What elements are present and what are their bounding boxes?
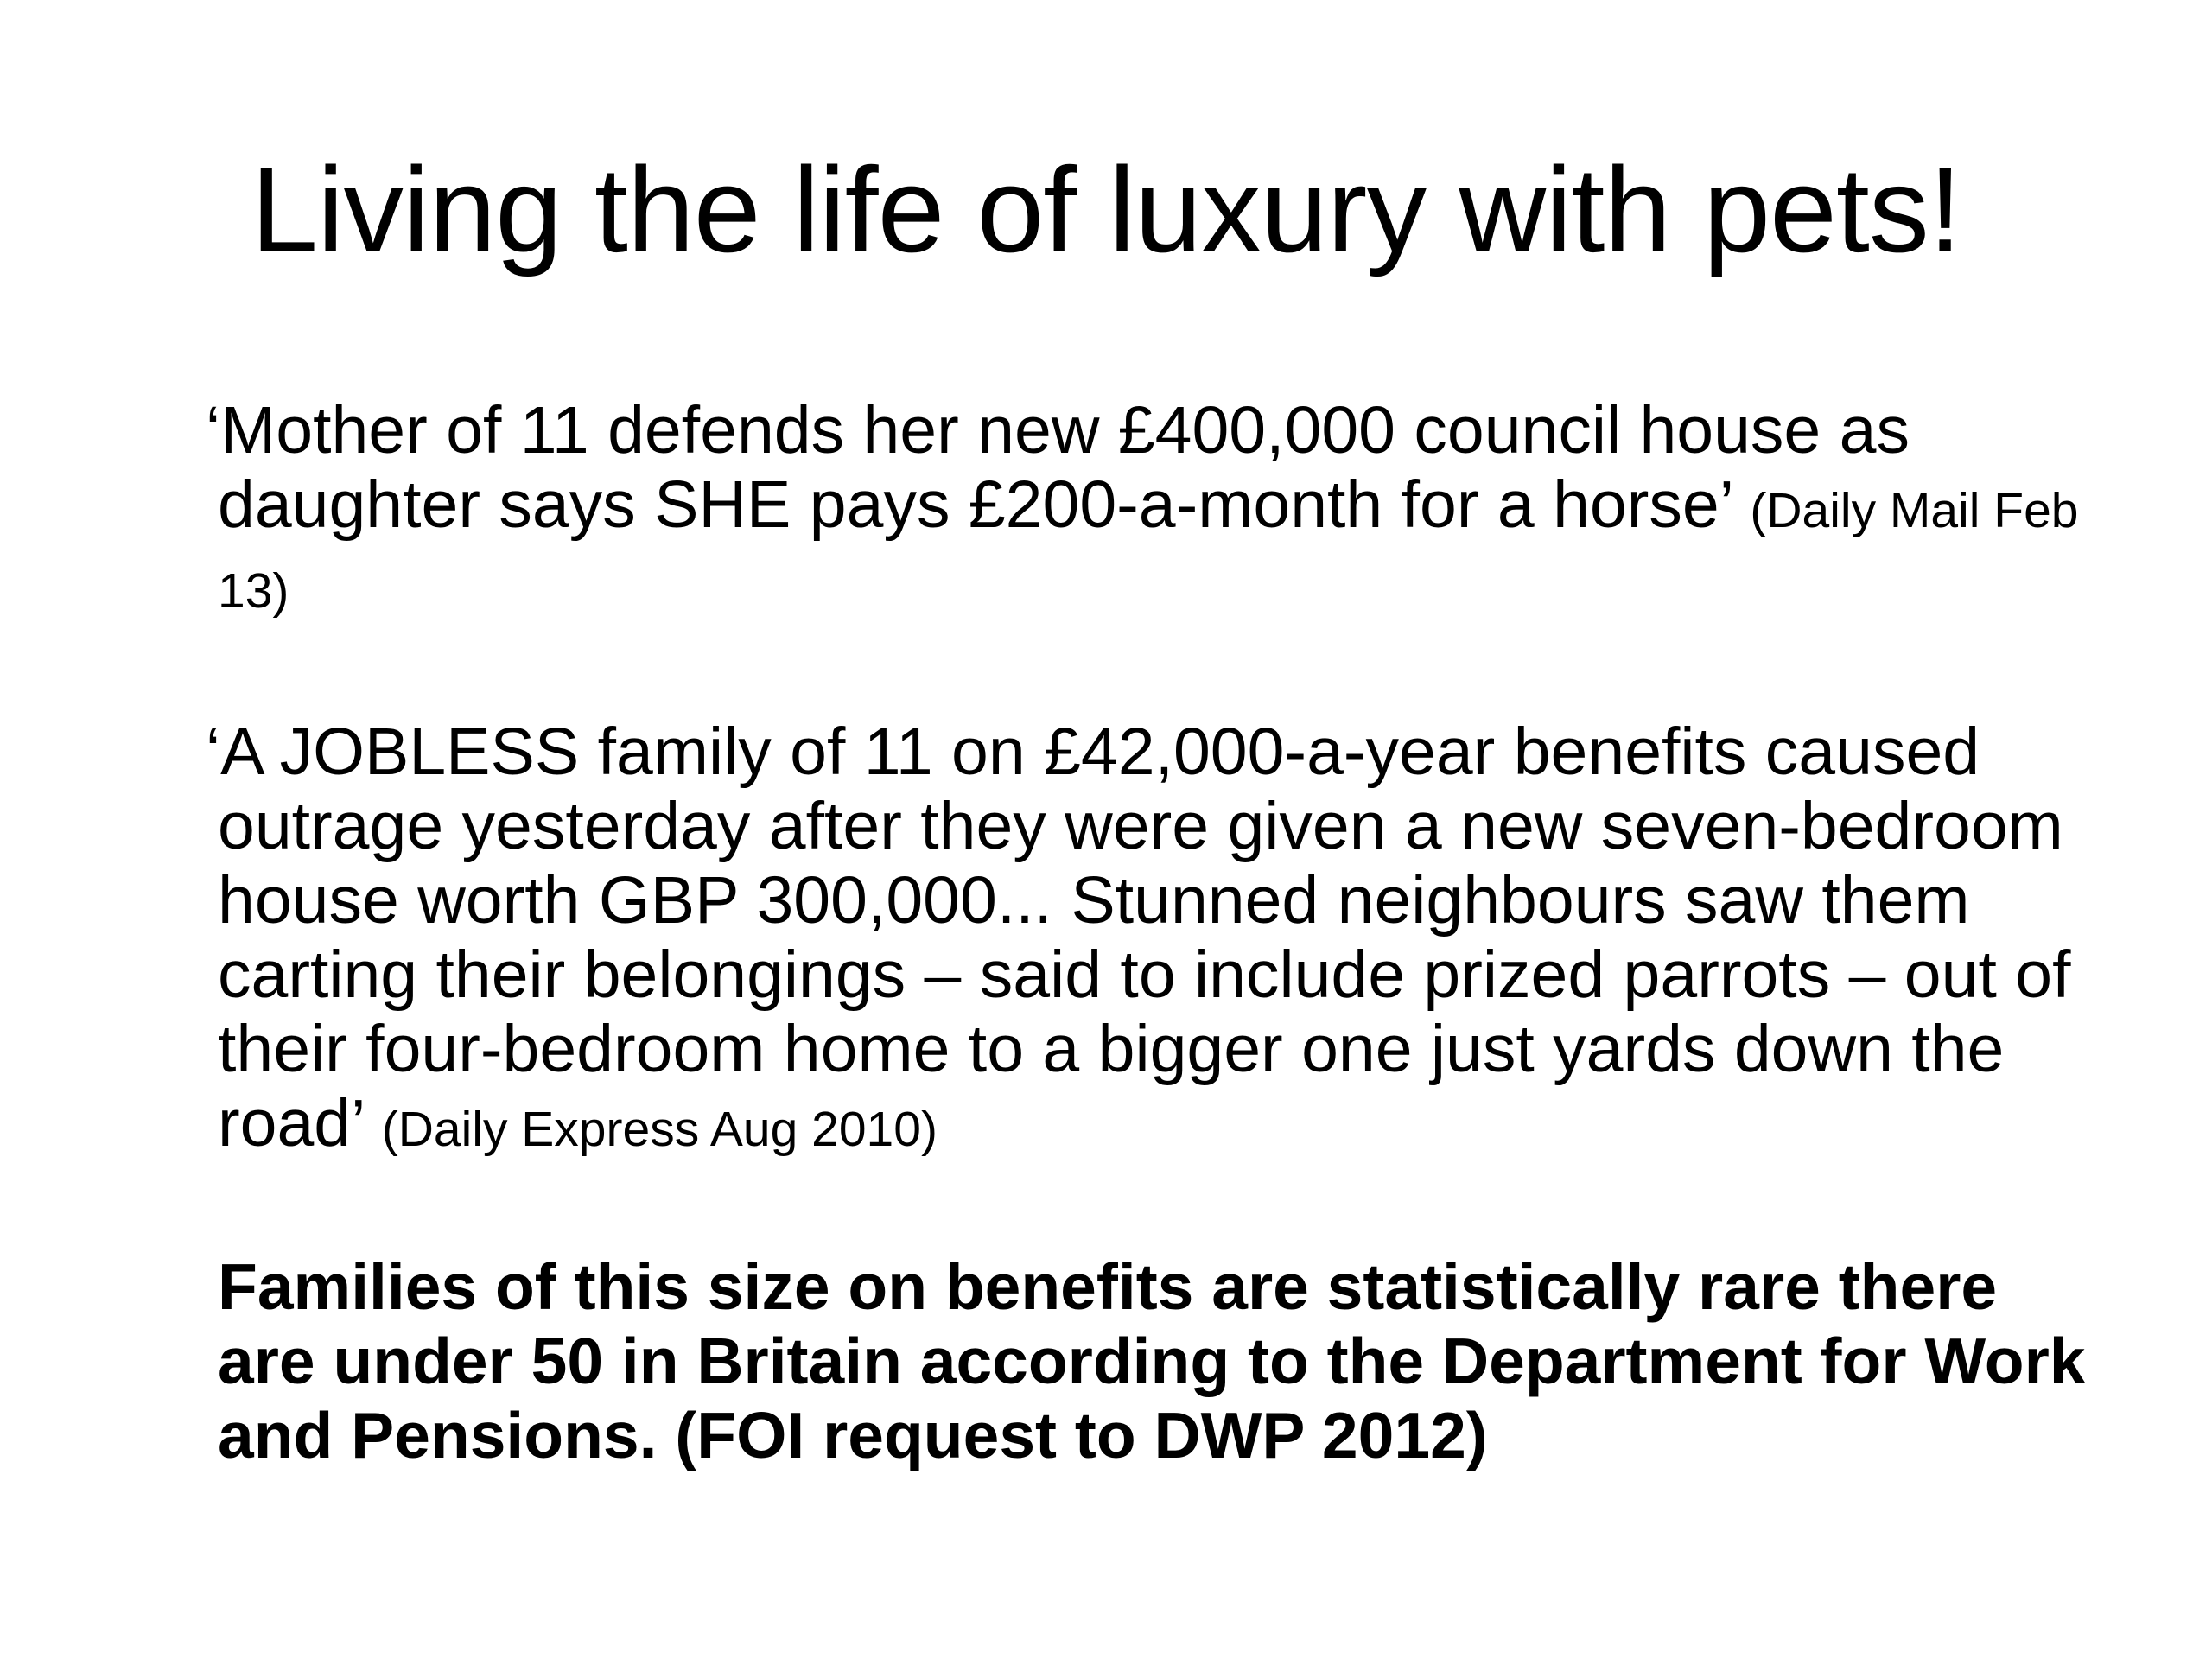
dwp-statistic-note: Families of this size on benefits are statistically rare there are under 50 in Britain according to the Department for Work and Pensions. (FOI request to DWP 2012) [218,1250,2086,1471]
slide-title: Living the life of luxury with pets! [251,142,1961,277]
quote-daily-mail-source: (Daily Mail Feb 13) [218,483,2079,619]
quote-daily-express [206,715,2101,1166]
quote-daily-express-text: ‘A JOBLESS family of 11 on £42,000-a-year benefits caused outrage yesterday after they were given a new seven-bedroom house worth GBP 300,000... Stunned neighbours saw them carting their belongings – said to include prized parrots – out of their four-bedroom home to a bigger one just yards down the road’ [206,715,2071,1160]
slide-body [206,393,2101,1537]
quote-daily-mail [206,393,2101,628]
quote-daily-express-source: (Daily Express Aug 2010) [381,1102,938,1157]
quote-daily-mail-text: ‘Mother of 11 defends her new £400,000 council house as daughter says SHE pays £200-a-month for a horse’ [206,393,1910,542]
